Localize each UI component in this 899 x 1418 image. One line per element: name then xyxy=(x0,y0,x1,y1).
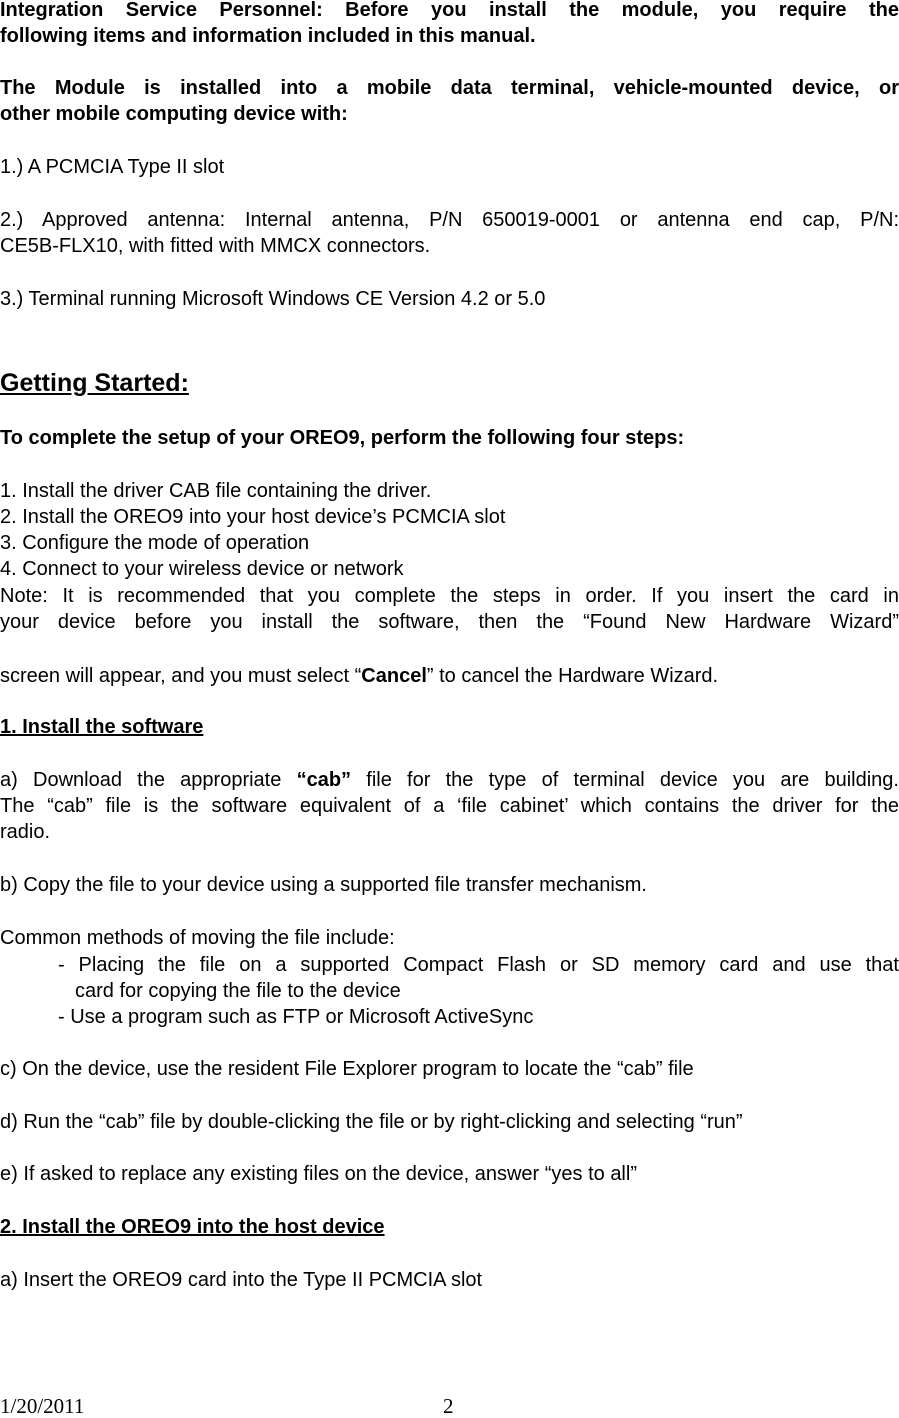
method-item: card for copying the file to the device xyxy=(75,980,401,1002)
requirement-item: 3.) Terminal running Microsoft Windows CE Version 4.2 or 5.0 xyxy=(0,288,546,310)
install-host-heading: 2. Install the OREO9 into the host device xyxy=(0,1216,385,1238)
getting-started-subheading: To complete the setup of your OREO9, perform the following four steps: xyxy=(0,427,685,449)
note-line: your device before you install the software, then the “Found New Hardware Wizard” xyxy=(0,611,899,633)
install-software-heading: 1. Install the software xyxy=(0,716,204,738)
intro-line: other mobile computing device with: xyxy=(0,103,348,125)
method-item: - Placing the file on a supported Compact Flash or SD memory card and use that xyxy=(58,954,899,976)
page-number: 2 xyxy=(443,1394,454,1418)
requirement-item: CE5B-FLX10, with fitted with MMCX connectors. xyxy=(0,235,431,257)
step-e-line: e) If asked to replace any existing files on the device, answer “yes to all” xyxy=(0,1163,637,1185)
step-a-line: a) Insert the OREO9 card into the Type II PCMCIA slot xyxy=(0,1269,483,1291)
note-text: ” to cancel the Hardware Wizard. xyxy=(426,665,719,687)
methods-intro: Common methods of moving the file include: xyxy=(0,927,395,949)
footer-date: 1/20/2011 xyxy=(0,1394,85,1418)
note-text: screen will appear, and you must select “ xyxy=(0,665,362,687)
step-c-line: c) On the device, use the resident File Explorer program to locate the “cab” file xyxy=(0,1058,694,1080)
step-a-line xyxy=(0,767,899,793)
requirement-item: 1.) A PCMCIA Type II slot xyxy=(0,156,225,178)
step-a-line: The “cab” file is the software equivalent of a ‘file cabinet’ which contains the driver for the xyxy=(0,795,899,817)
getting-started-heading: Getting Started: xyxy=(0,369,189,397)
step-a-line: radio. xyxy=(0,821,51,843)
requirement-item: 2.) Approved antenna: Internal antenna, P/N 650019-0001 or antenna end cap, P/N: xyxy=(0,209,899,231)
step-item: 2. Install the OREO9 into your host device’s PCMCIA slot xyxy=(0,506,506,528)
step-item: 1. Install the driver CAB file containing the driver. xyxy=(0,480,432,502)
step-text: file for the type of terminal device you are building. xyxy=(366,769,899,791)
note-line xyxy=(0,663,899,689)
step-item: 4. Connect to your wireless device or network xyxy=(0,558,404,580)
intro-line: Integration Service Personnel: Before you install the module, you require the xyxy=(0,0,899,21)
intro-line: following items and information included in this manual. xyxy=(0,25,536,47)
cab-emphasis: “cab” xyxy=(296,769,352,791)
note-line: Note: It is recommended that you complete the steps in order. If you insert the card in xyxy=(0,585,899,607)
step-d-line: d) Run the “cab” file by double-clicking the file or by right-clicking and selecting “run” xyxy=(0,1111,743,1133)
cancel-emphasis: Cancel xyxy=(361,665,427,687)
step-text: a) Download the appropriate xyxy=(0,769,297,791)
step-item: 3. Configure the mode of operation xyxy=(0,532,310,554)
method-item: - Use a program such as FTP or Microsoft ActiveSync xyxy=(58,1006,534,1028)
intro-line: The Module is installed into a mobile data terminal, vehicle-mounted device, or xyxy=(0,77,899,99)
step-b-line: b) Copy the file to your device using a supported file transfer mechanism. xyxy=(0,874,647,896)
